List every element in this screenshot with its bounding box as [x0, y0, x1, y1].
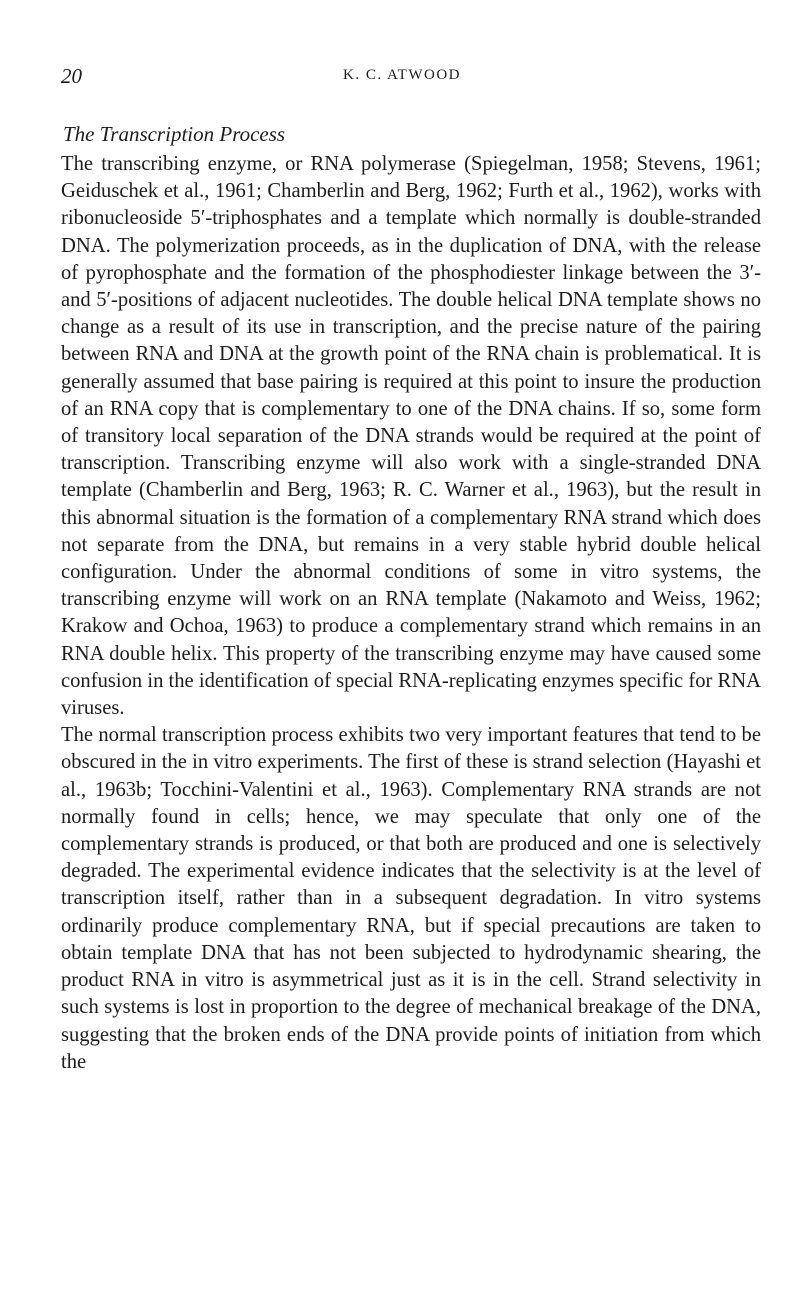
- running-head: K. C. ATWOOD: [343, 67, 461, 83]
- page-number: 20: [61, 64, 82, 88]
- paragraph-1: The transcribing enzyme, or RNA polymerase (Spiegelman, 1958; Stevens, 1961; Geiduschek et al., 1961; Chamberlin and Berg, 1962; Furth et al., 1962), works with ribonucleoside 5′-triphosphates and a template which normally is double-stranded DNA. The polymerization proceeds, as in the duplication of DNA, with the release of pyrophosphate and the formation of the phosphodiester linkage between the 3′- and 5′-positions of adjacent nucleotides. The double helical DNA template shows no change as a result of its use in transcription, and the precise nature of the pairing between RNA and DNA at the growth point of the RNA chain is problematical. It is generally assumed that base pairing is required at this point to insure the production of an RNA copy that is complementary to one of the DNA chains. If so, some form of transitory local separation of the DNA strands would be required at the point of transcription. Transcribing enzyme will also work with a single-stranded DNA template (Chamberlin and Berg, 1963; R. C. Warner et al., 1963), but the result in this abnormal situation is the formation of a complementary RNA strand which does not separate from the DNA, but remains in a very stable hybrid double helical configuration. Under the abnormal conditions of some in vitro systems, the transcribing enzyme will work on an RNA template (Nakamoto and Weiss, 1962; Krakow and Ochoa, 1963) to produce a complementary strand which remains in an RNA double helix. This property of the transcribing enzyme may have caused some confusion in the identification of special RNA-replicating enzymes specific for RNA viruses.: [61, 153, 761, 720]
- paragraph-2: The normal transcription process exhibits two very important features that tend to be obscured in the in vitro experiments. The first of these is strand selection (Hayashi et al., 1963b; Tocchini-Valentini et al., 1963). Complementary RNA strands are not normally found in cells; hence, we may speculate that only one of the complementary strands is produced, or that both are produced and one is selectively degraded. The experimental evidence indicates that the selectivity is at the level of transcription itself, rather than in a subsequent degradation. In vitro systems ordinarily produce complementary RNA, but if special precautions are taken to obtain template DNA that has not been subjected to hydrodynamic shearing, the product RNA in vitro is asymmetrical just as it is in the cell. Strand selectivity in such systems is lost in proportion to the degree of mechanical breakage of the DNA, suggesting that the broken ends of the DNA provide points of initiation from which the: [61, 724, 761, 1073]
- body-text: [61, 151, 761, 1076]
- page-header: [61, 64, 761, 90]
- section-title: The Transcription Process: [63, 122, 286, 146]
